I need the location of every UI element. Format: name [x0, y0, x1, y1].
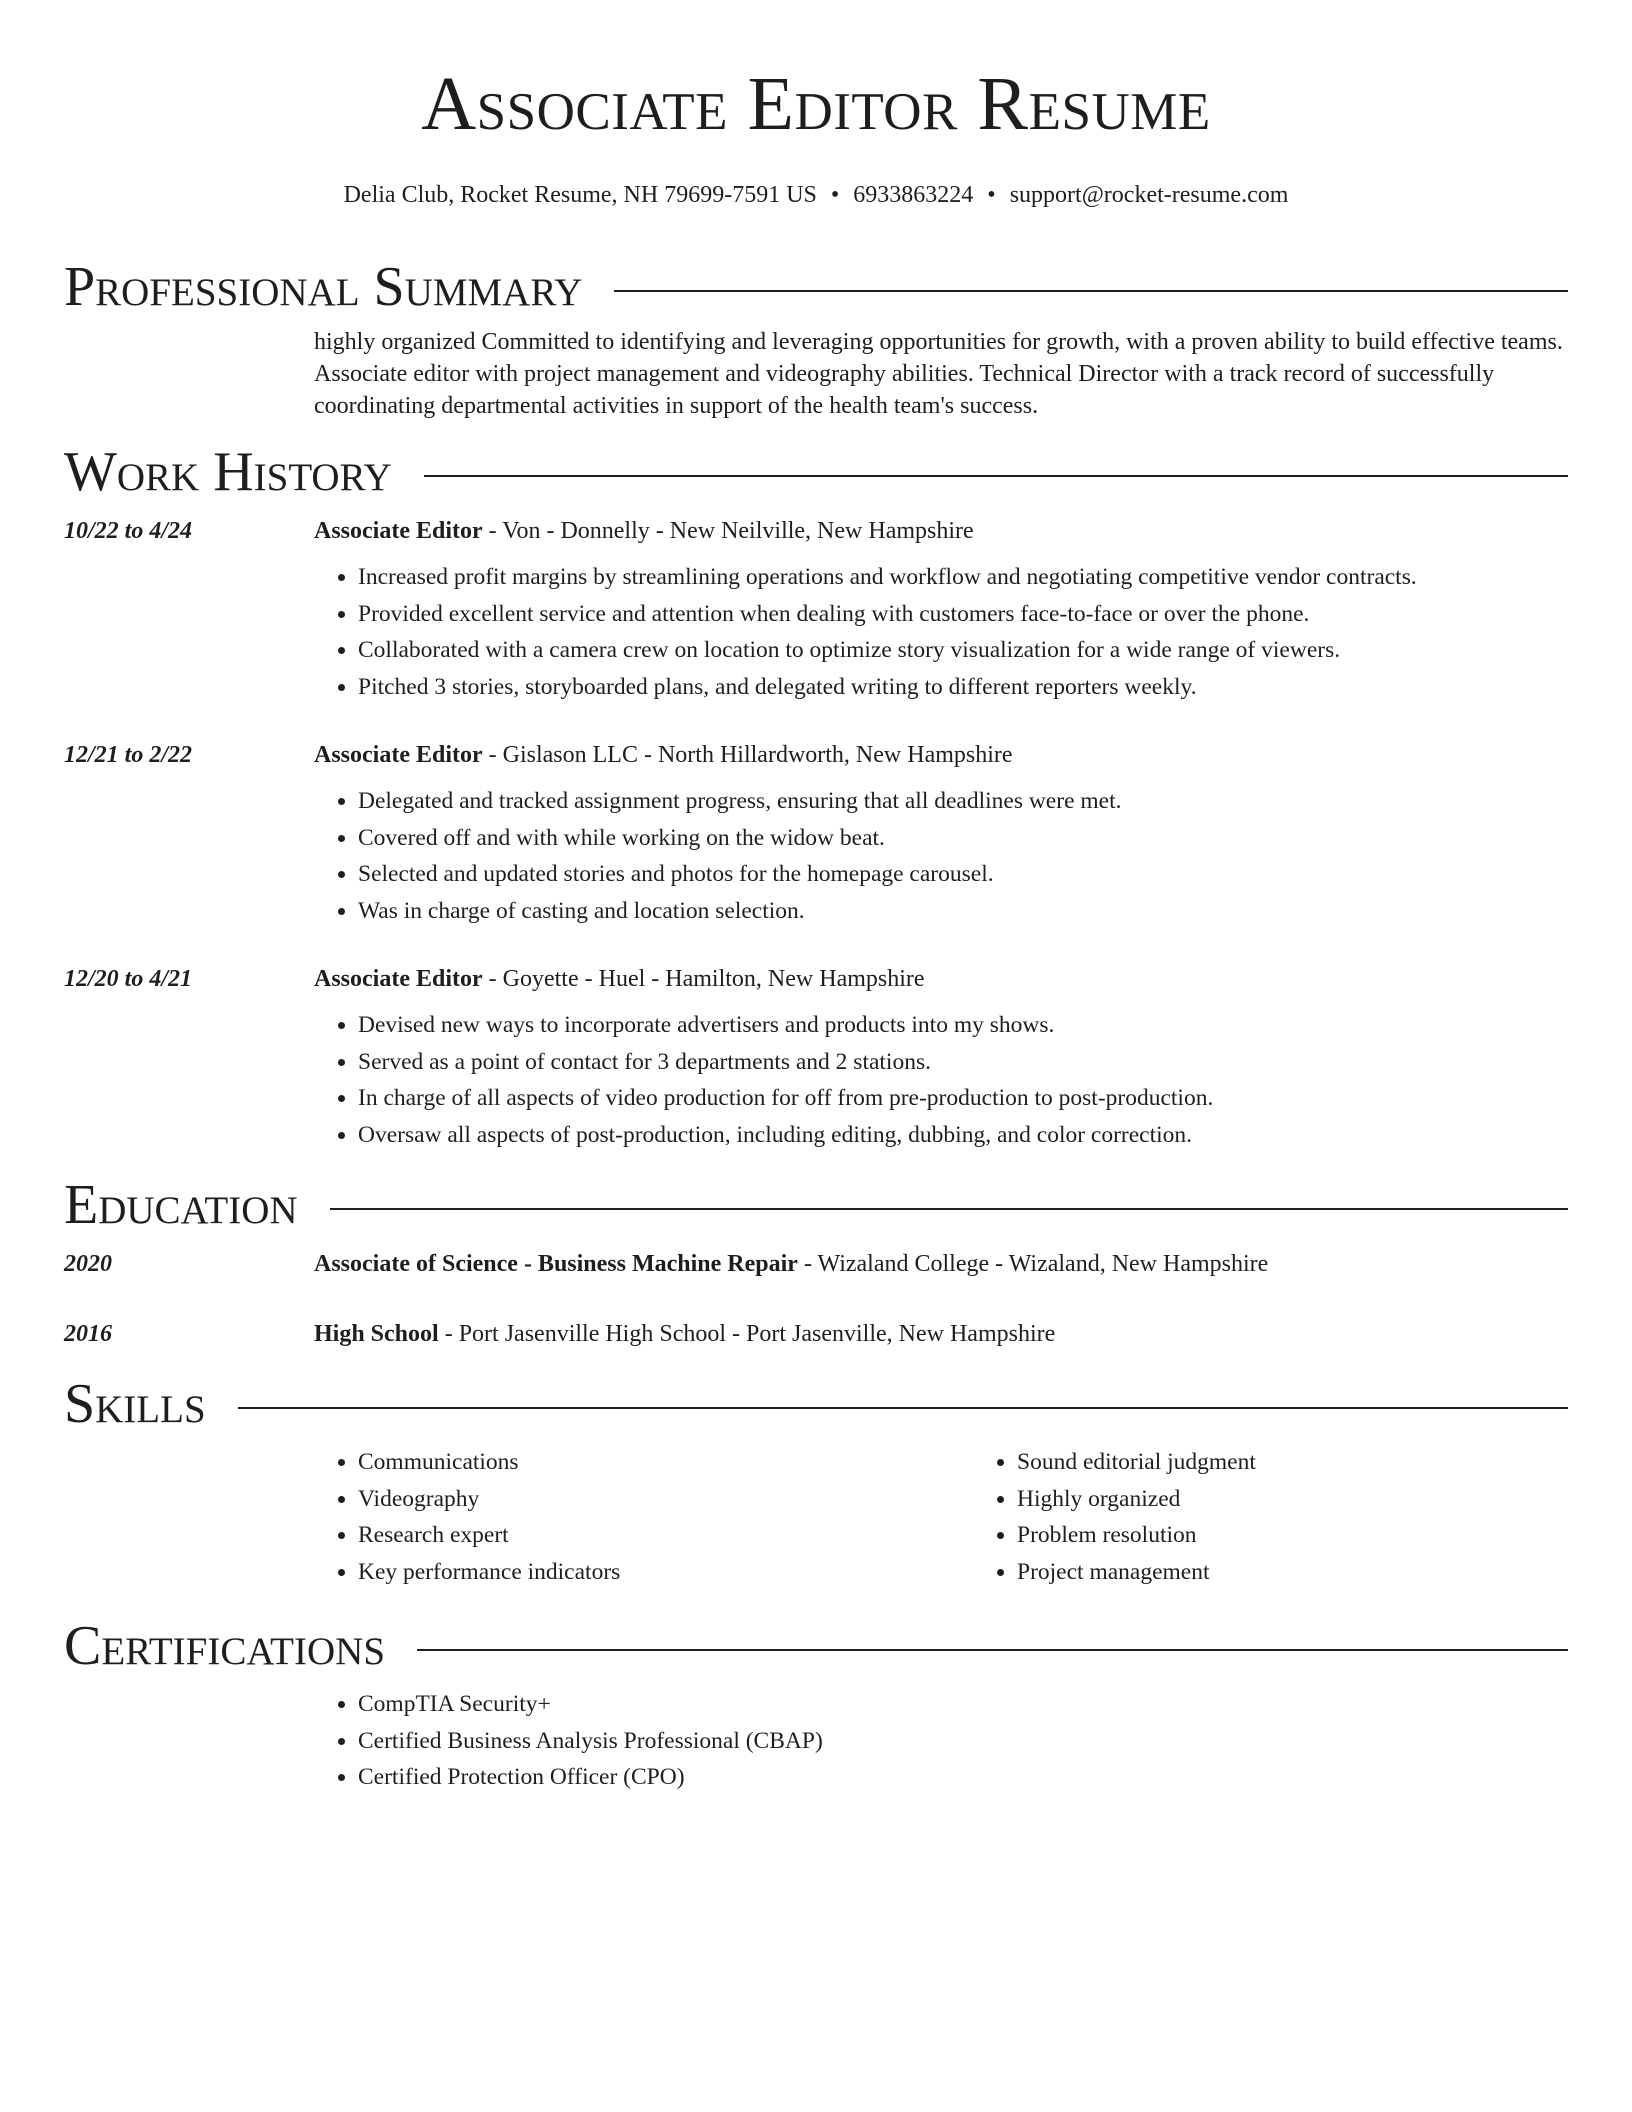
job-title: Associate Editor — [314, 518, 483, 544]
section-heading-summary — [64, 257, 1568, 317]
job-dates: 10/22 to 4/24 — [64, 518, 193, 544]
section-heading-text: Skills — [64, 1373, 206, 1435]
job-detail: - Gislason LLC - North Hillardworth, New Hampshire — [482, 742, 1013, 768]
list-item: • Oversaw all aspects of post-production, including editing, dubbing, and color correction. — [358, 1117, 1568, 1154]
section-heading-education — [64, 1175, 1568, 1235]
list-item: • Collaborated with a camera crew on location to optimize story visualization for a wide range of viewers. — [358, 632, 1568, 669]
list-item: • Certified Business Analysis Professional (CBAP) — [358, 1723, 1568, 1760]
contact-phone: 6933863224 — [853, 182, 974, 208]
list-item: • Served as a point of contact for 3 departments and 2 stations. — [358, 1044, 1568, 1081]
work-history-section — [64, 442, 1568, 1153]
education-year: 2016 — [64, 1321, 112, 1347]
section-divider — [614, 290, 1568, 292]
contact-email: support@rocket-resume.com — [1009, 182, 1289, 208]
list-item: • Increased profit margins by streamlining operations and workflow and negotiating competitive vendor contracts. — [358, 559, 1568, 596]
list-item: • Research expert — [358, 1517, 973, 1554]
section-divider — [238, 1407, 1568, 1409]
certifications-section — [64, 1616, 1568, 1796]
summary-text: highly organized Committed to identifying and leveraging opportunities for growth, with a proven ability to build effective teams. Associate editor with project management and videography abilities. Technical Director with a track record of successfully coordinating departmental activities in support of the health team's success. — [314, 329, 1563, 419]
job-entry — [64, 963, 1568, 1153]
list-item: • In charge of all aspects of video production for off from pre-production to post-production. — [358, 1080, 1568, 1117]
job-heading — [314, 963, 1568, 995]
contact-address: Delia Club, Rocket Resume, NH 79699-7591 US — [343, 182, 817, 208]
section-heading-text: Professional Summary — [64, 256, 583, 318]
job-heading — [314, 739, 1568, 771]
list-item: • Certified Protection Officer (CPO) — [358, 1759, 1568, 1796]
job-entry — [64, 515, 1568, 705]
section-divider — [330, 1208, 1568, 1210]
education-degree: Associate of Science - Business Machine Repair — [314, 1251, 798, 1277]
list-item: • Videography — [358, 1481, 973, 1518]
summary-section — [64, 257, 1568, 422]
education-entry — [64, 1248, 1568, 1280]
list-item: • Provided excellent service and attention when dealing with customers face-to-face or over the phone. — [358, 596, 1568, 633]
section-divider — [424, 475, 1568, 477]
contact-separator: • — [830, 182, 840, 208]
section-heading-work-history — [64, 442, 1568, 502]
list-item: • Selected and updated stories and photos for the homepage carousel. — [358, 856, 1568, 893]
list-item: • Was in charge of casting and location selection. — [358, 893, 1568, 930]
list-item: • Problem resolution — [1017, 1517, 1632, 1554]
job-bullets — [314, 783, 1568, 929]
skills-list-right — [973, 1444, 1632, 1590]
education-detail: - Wizaland College - Wizaland, New Hampshire — [797, 1251, 1269, 1277]
list-item: • Sound editorial judgment — [1017, 1444, 1632, 1481]
list-item: • Delegated and tracked assignment progress, ensuring that all deadlines were met. — [358, 783, 1568, 820]
job-bullets — [314, 1007, 1568, 1153]
resume-title: Associate Editor Resume — [421, 62, 1211, 146]
education-year: 2020 — [64, 1251, 112, 1277]
education-degree: High School — [314, 1321, 439, 1347]
education-entry — [64, 1318, 1568, 1350]
list-item: • Pitched 3 stories, storyboarded plans, and delegated writing to different reporters weekly. — [358, 669, 1568, 706]
section-heading-text: Certifications — [64, 1615, 386, 1677]
section-heading-certifications — [64, 1616, 1568, 1676]
skills-list-left — [314, 1444, 973, 1590]
section-divider — [417, 1649, 1568, 1651]
certifications-list — [314, 1686, 1568, 1796]
list-item: • Covered off and with while working on the widow beat. — [358, 820, 1568, 857]
section-heading-skills — [64, 1374, 1568, 1434]
list-item: • Key performance indicators — [358, 1554, 973, 1591]
contact-line — [64, 180, 1568, 210]
section-heading-text: Education — [64, 1174, 298, 1236]
skills-section — [64, 1374, 1568, 1590]
list-item: • Communications — [358, 1444, 973, 1481]
job-dates: 12/21 to 2/22 — [64, 742, 193, 768]
job-entry — [64, 739, 1568, 929]
job-title: Associate Editor — [314, 742, 483, 768]
job-detail: - Von - Donnelly - New Neilville, New Hampshire — [482, 518, 974, 544]
list-item: • Highly organized — [1017, 1481, 1632, 1518]
job-detail: - Goyette - Huel - Hamilton, New Hampshire — [482, 966, 925, 992]
list-item: • Devised new ways to incorporate advertisers and products into my shows. — [358, 1007, 1568, 1044]
education-detail: - Port Jasenville High School - Port Jasenville, New Hampshire — [438, 1321, 1056, 1347]
list-item: • Project management — [1017, 1554, 1632, 1591]
job-heading — [314, 515, 1568, 547]
education-section — [64, 1175, 1568, 1350]
section-heading-text: Work History — [64, 441, 392, 503]
list-item: • CompTIA Security+ — [358, 1686, 1568, 1723]
job-title: Associate Editor — [314, 966, 483, 992]
contact-separator: • — [987, 182, 996, 208]
job-dates: 12/20 to 4/21 — [64, 966, 193, 992]
job-bullets — [314, 559, 1568, 705]
